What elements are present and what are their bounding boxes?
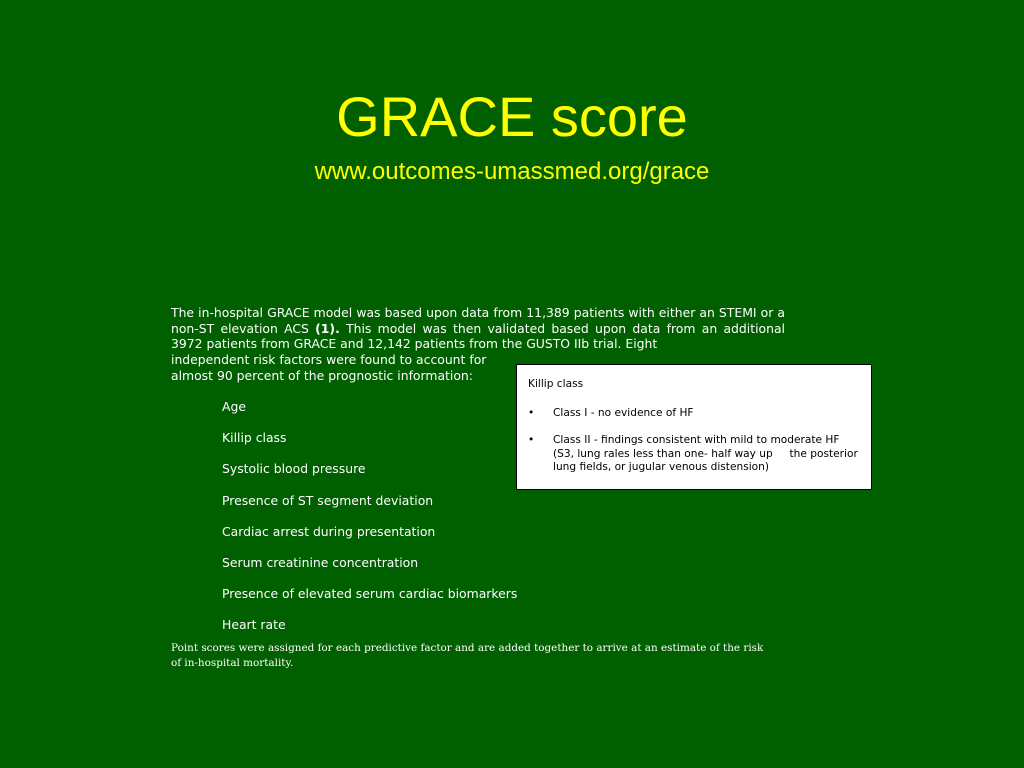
killip-class-item bbox=[528, 407, 859, 421]
footnote: Point scores were assigned for each predictive factor and are added together to arrive at an estimate of the risk of in-hospital mortality. bbox=[171, 642, 764, 669]
risk-factor-item: Systolic blood pressure bbox=[222, 461, 366, 477]
killip-class-callout bbox=[516, 364, 872, 490]
killip-class-text: Class II - findings consistent with mild to moderate HF (S3, lung rales less than one- half way up the posterior lung fields, or jugular venous distension) bbox=[553, 434, 858, 473]
intro-justified-block bbox=[171, 305, 785, 352]
risk-factor-item: Heart rate bbox=[222, 617, 286, 633]
risk-factor-item: Killip class bbox=[222, 430, 287, 446]
slide-subtitle-url: www.outcomes-umassmed.org/grace bbox=[314, 158, 710, 185]
killip-box-title: Killip class bbox=[528, 378, 584, 390]
risk-factor-list bbox=[222, 399, 517, 649]
risk-factor-item: Age bbox=[222, 399, 246, 414]
killip-class-text: Class I - no evidence of HF bbox=[553, 406, 694, 419]
risk-factor-item: Serum creatinine concentration bbox=[222, 554, 419, 570]
killip-class-list bbox=[528, 407, 859, 475]
risk-factor-item: Cardiac arrest during presentation bbox=[222, 523, 436, 539]
slide-title: GRACE score bbox=[336, 85, 688, 148]
bullet-icon: • bbox=[528, 406, 535, 419]
risk-factor-item: Presence of elevated serum cardiac biomarkers bbox=[222, 586, 518, 602]
reference-marker: (1). bbox=[315, 320, 340, 336]
intro-text-start: The in-hospital GRACE model was based upon data from 11,389 patients with either an STEMI or a non-ST elevation ACS bbox=[171, 305, 785, 336]
intro-line-5: almost 90 percent of the prognostic information: bbox=[171, 367, 473, 383]
intro-text-end: This model was then validated based upon data from an additional 3972 patients from GRACE and 12,142 patients from the GUSTO IIb trial. Eight bbox=[171, 320, 785, 352]
bullet-icon: • bbox=[528, 434, 535, 446]
intro-line-4: independent risk factors were found to account for bbox=[171, 352, 487, 368]
killip-class-item bbox=[528, 434, 859, 475]
risk-factor-item: Presence of ST segment deviation bbox=[222, 492, 434, 508]
